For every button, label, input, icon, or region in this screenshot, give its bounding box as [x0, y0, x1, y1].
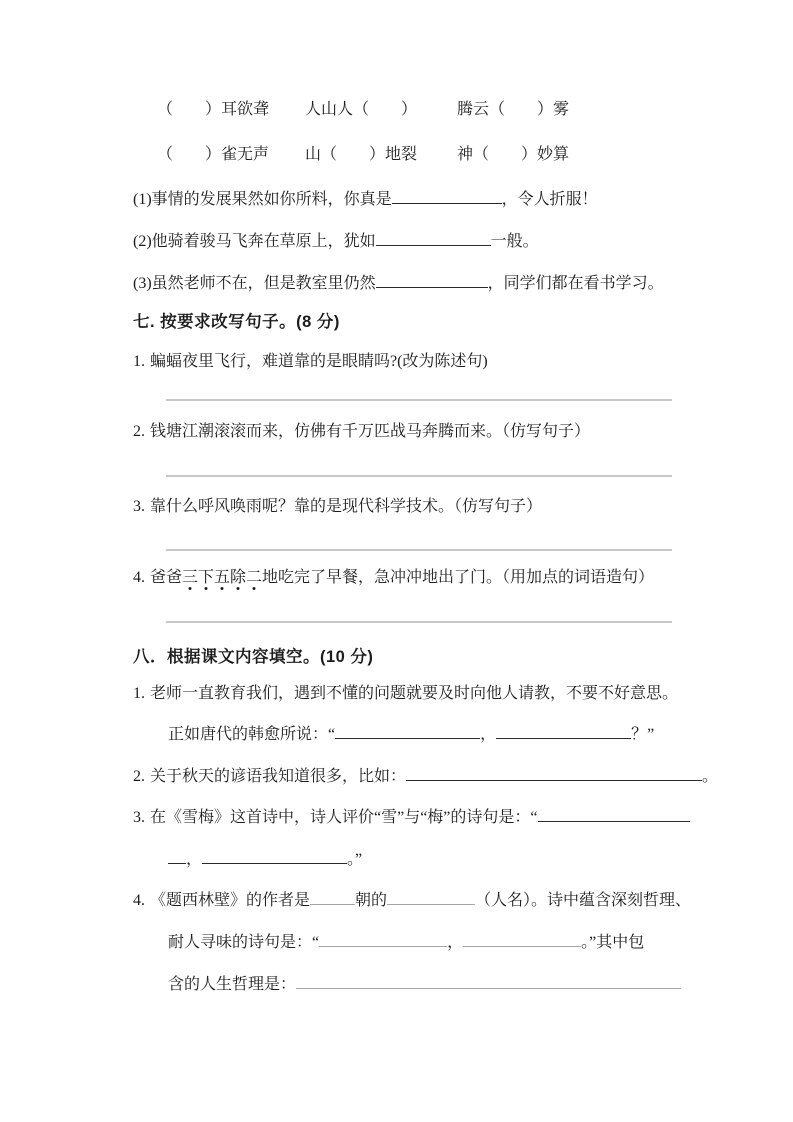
item-number: 3. — [133, 809, 145, 826]
item-number: 3. — [133, 498, 145, 515]
recite-item — [133, 889, 693, 913]
fill-blank — [463, 932, 581, 947]
fill-blank — [406, 766, 702, 781]
idiom-cell: （ ）雀无声 — [157, 146, 270, 163]
fill-blank — [538, 807, 690, 822]
rewrite-item — [133, 566, 693, 590]
answer-line — [166, 621, 672, 623]
fill-sentence — [133, 230, 693, 254]
idiom-cell: 山（ ）地裂 — [305, 146, 418, 163]
sentence-text: 耐人寻味的诗句是：“ — [168, 934, 320, 951]
answer-line — [166, 475, 672, 477]
sentence-text: ，令人折服！ — [501, 191, 598, 208]
dotted-emphasis-text: 三下五除二 — [182, 569, 262, 591]
recite-item — [133, 765, 719, 789]
fill-blank — [310, 890, 355, 905]
rewrite-item — [133, 350, 693, 374]
fill-blank — [335, 724, 480, 739]
fill-blank — [387, 890, 475, 905]
sentence-text: ， — [480, 726, 497, 743]
fill-sentence — [133, 188, 693, 212]
sentence-text: 事情的发展果然如你所料，你真是 — [151, 191, 392, 208]
item-number: 1. — [133, 353, 145, 370]
recite-item-continuation — [168, 848, 728, 872]
fill-blank — [392, 189, 502, 204]
sentence-text: 。”其中包 — [581, 934, 645, 951]
section8-title: 八．根据课文内容填空。(10 分) — [133, 648, 374, 666]
fill-blank — [496, 724, 631, 739]
sentence-text: 靠什么呼风唤雨呢？靠的是现代科学技术。（仿写句子） — [150, 498, 543, 515]
item-number: (2) — [133, 233, 152, 250]
sentence-text: 正如唐代的韩愈所说：“ — [168, 726, 336, 743]
sentence-text: ，同学们都在看书学习。 — [487, 275, 664, 292]
sentence-text: 老师一直教育我们，遇到不懂的问题就要及时向他人请教，不要不好意思。 — [150, 685, 679, 702]
item-number: (1) — [133, 191, 152, 208]
item-number: (3) — [133, 275, 152, 292]
recite-item-continuation — [168, 973, 728, 997]
sentence-text: 一般。 — [490, 233, 539, 250]
idiom-row — [157, 98, 717, 122]
sentence-text: 含的人生哲理是： — [168, 976, 297, 993]
idiom-cell: （ ）耳欲聋 — [157, 101, 270, 118]
idiom-row — [157, 143, 717, 167]
sentence-text: 。 — [702, 768, 719, 785]
sentence-text: 钱塘江潮滚滚而来，仿佛有千万匹战马奔腾而来。（仿写句子） — [150, 423, 591, 440]
rewrite-item — [133, 420, 693, 444]
sentence-text: 关于秋天的谚语我知道很多，比如： — [150, 768, 407, 785]
recite-item-continuation — [168, 931, 728, 955]
item-number: 1. — [133, 685, 145, 702]
sentence-text: 他骑着骏马飞奔在草原上，犹如 — [151, 233, 376, 250]
recite-item — [133, 806, 693, 830]
answer-line — [166, 549, 672, 551]
fill-sentence — [133, 272, 693, 296]
sentence-text: 《题西林壁》的作者是 — [150, 892, 311, 909]
item-number: 2. — [133, 423, 145, 440]
item-number: 4. — [133, 892, 145, 909]
idiom-cell: 人山人（ ） — [305, 101, 418, 118]
fill-blank — [376, 231, 491, 246]
section7-title: 七. 按要求改写句子。(8 分) — [133, 313, 340, 331]
fill-blank — [202, 849, 347, 864]
fill-blank — [296, 974, 681, 989]
item-number: 2. — [133, 768, 145, 785]
recite-item-continuation — [168, 723, 728, 747]
rewrite-item — [133, 495, 693, 519]
sentence-text: ？” — [631, 726, 655, 743]
sentence-text: 虽然老师不在，但是教室里仍然 — [151, 275, 376, 292]
sentence-text: 在《雪梅》这首诗中，诗人评价“雪”与“梅”的诗句是：“ — [150, 809, 538, 826]
sentence-text: ， — [447, 934, 464, 951]
sentence-text: 地吃完了早餐，急冲冲地出了门。（用加点的词语造句） — [262, 569, 655, 586]
idiom-cell: 神（ ）妙算 — [457, 146, 570, 163]
fill-blank — [319, 932, 447, 947]
sentence-text: ， — [186, 851, 203, 868]
recite-item — [133, 682, 693, 706]
fill-blank — [168, 849, 186, 864]
sentence-text: 爸爸 — [150, 569, 183, 586]
idiom-cell: 腾云（ ）雾 — [457, 101, 570, 118]
item-number: 4. — [133, 569, 145, 586]
fill-blank — [376, 273, 488, 288]
answer-line — [166, 399, 672, 401]
sentence-text: 蝙蝠夜里飞行，难道靠的是眼睛吗?(改为陈述句) — [150, 353, 488, 370]
sentence-text: 朝的 — [355, 892, 388, 909]
sentence-text: 。” — [347, 851, 363, 868]
sentence-text: （人名）。诗中蕴含深刻哲理、 — [475, 892, 692, 909]
